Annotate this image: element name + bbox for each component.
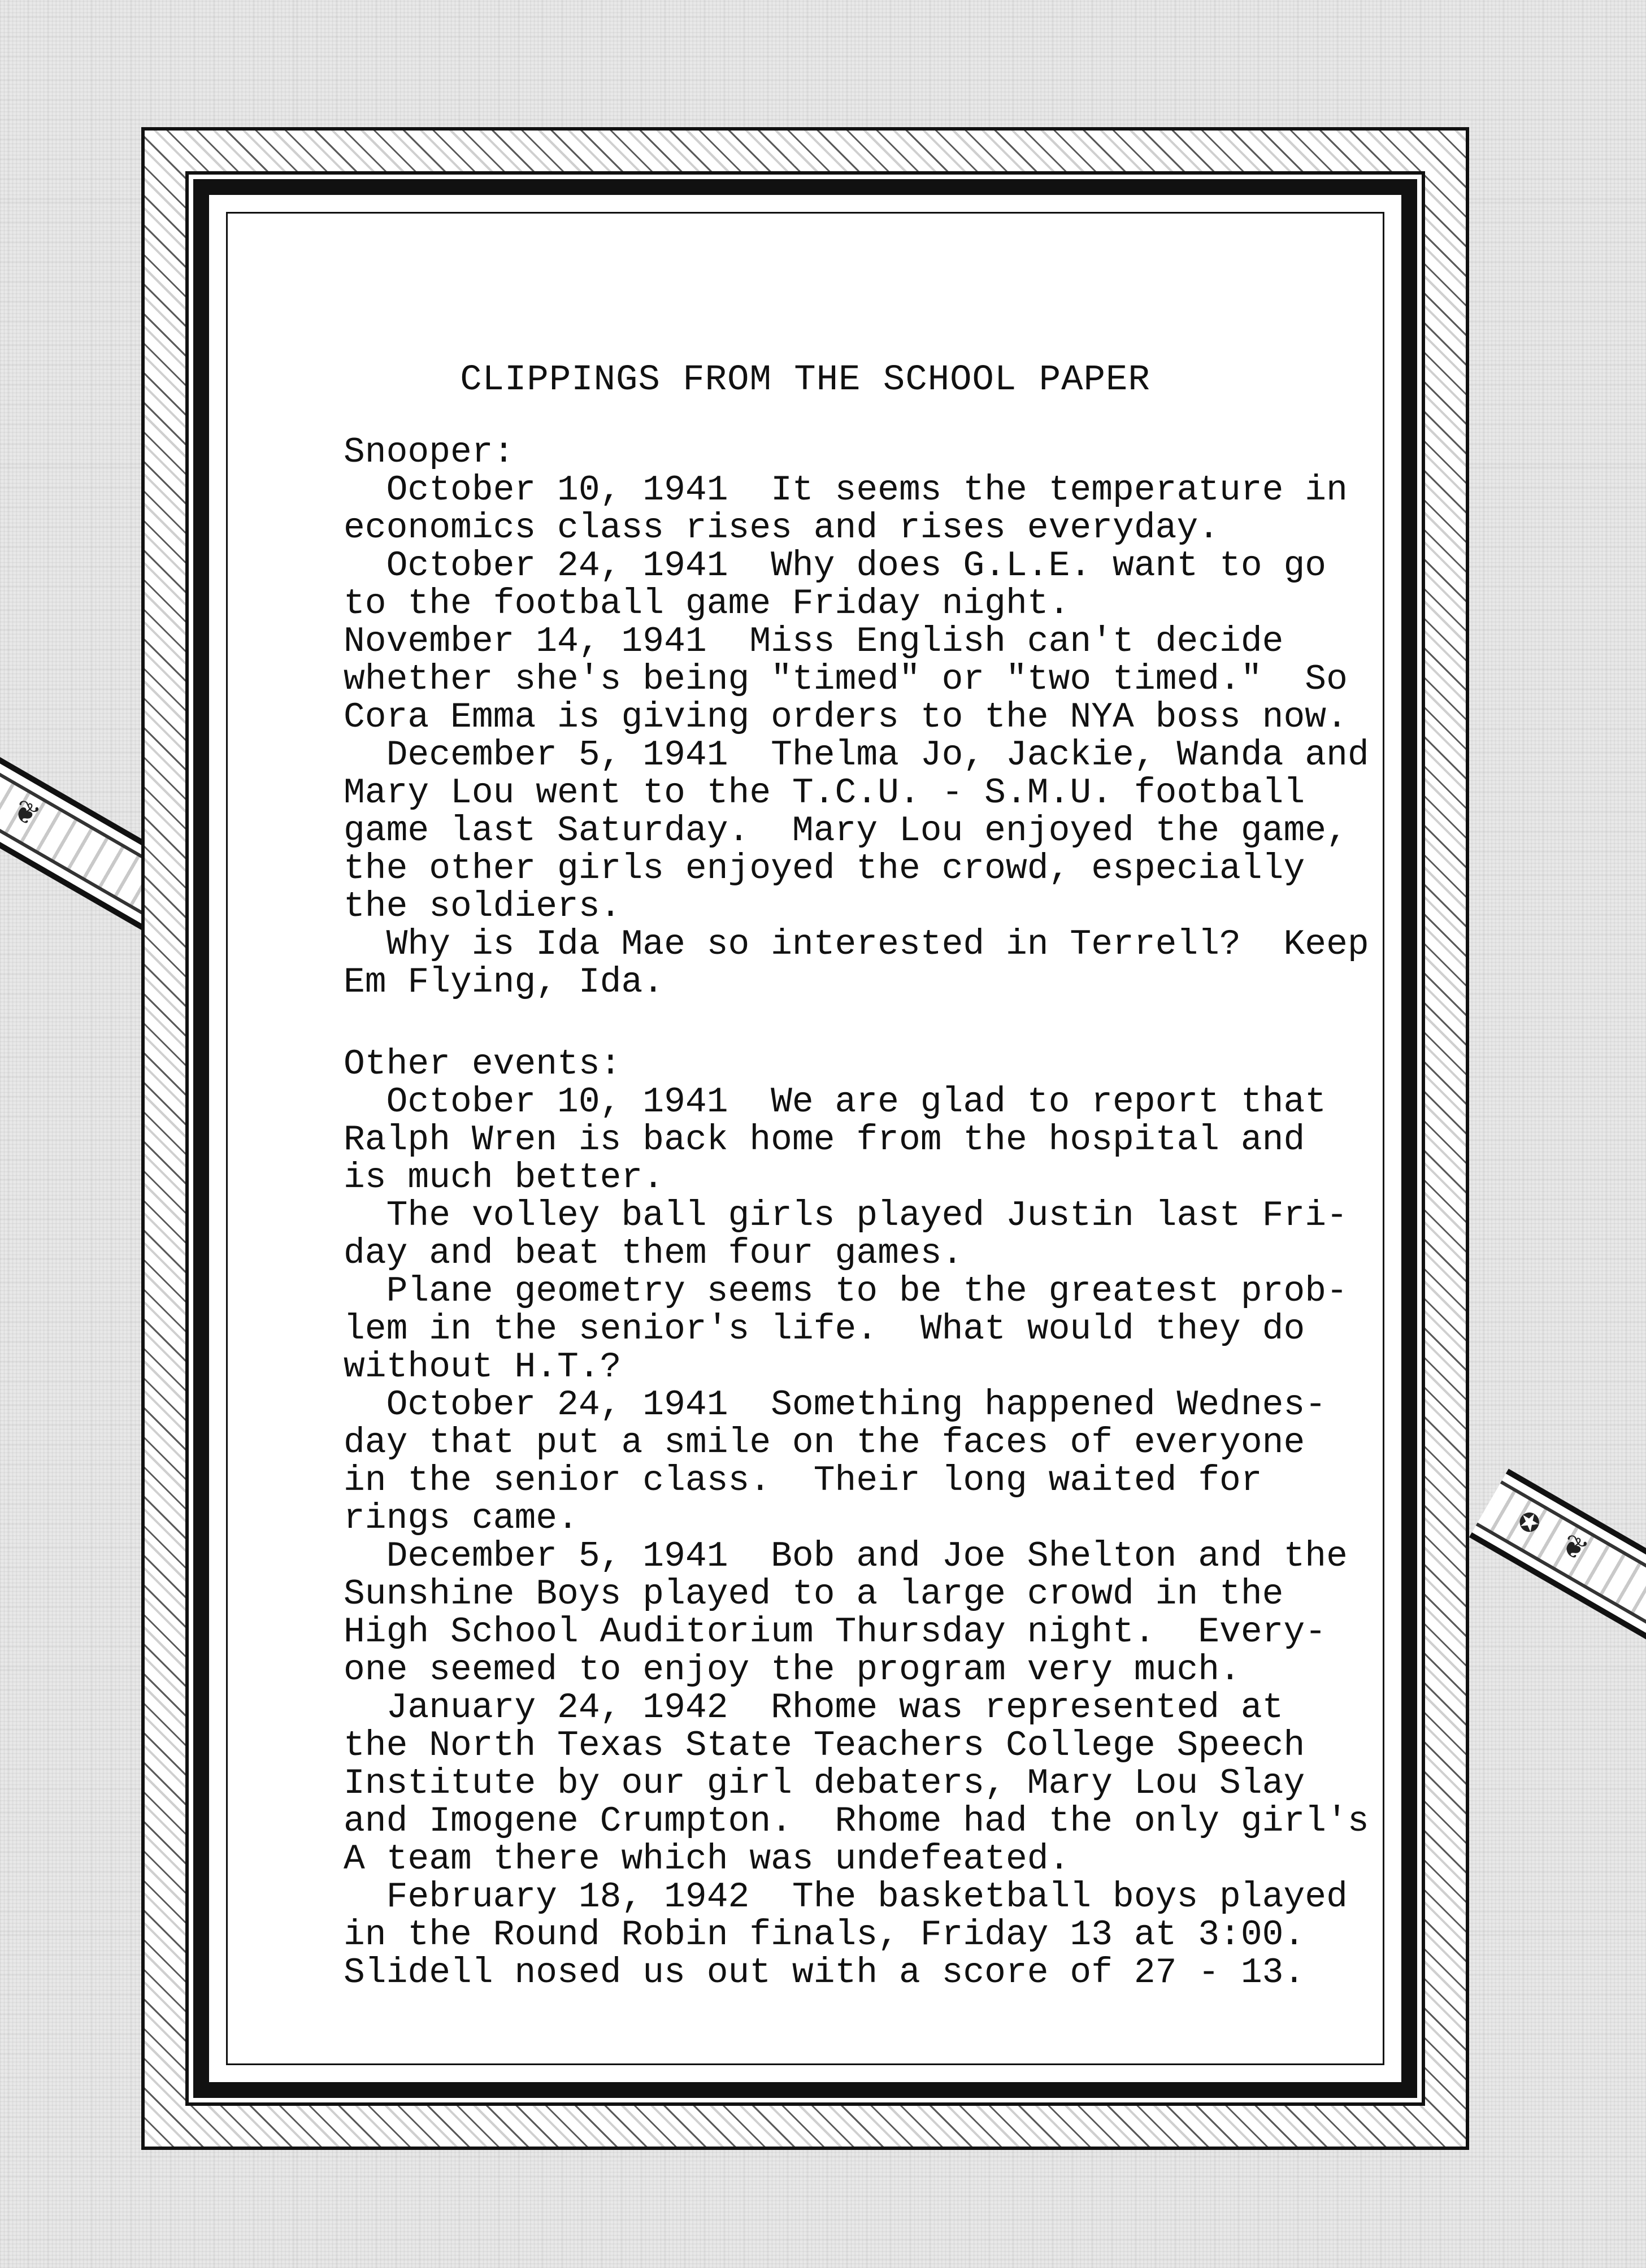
text-line: October 24, 1941 Something happened Wednes- [344,1385,1327,1425]
text-line: the soldiers. [344,887,622,927]
text-line: Slidell nosed us out with a score of 27 - 13. [344,1953,1305,1993]
text-line: October 10, 1941 It seems the temperature in [344,470,1348,510]
decorative-ribbon-right [1469,1468,1646,1684]
laurel-icon: ❦ [5,790,45,837]
other-events-section [344,1045,1451,1992]
section-heading: Other events: [344,1044,622,1084]
text-line: day that put a smile on the faces of everyone [344,1423,1305,1463]
text-line: A team there which was undefeated. [344,1839,1070,1879]
text-line: Ralph Wren is back home from the hospital and [344,1120,1305,1160]
text-line: the other girls enjoyed the crowd, especially [344,849,1305,889]
text-line: in the Round Robin finals, Friday 13 at 3:00. [344,1915,1305,1955]
text-line: to the football game Friday night. [344,584,1070,624]
text-line: the North Texas State Teachers College Speech [344,1726,1305,1766]
text-line: October 10, 1941 We are glad to report that [344,1082,1327,1122]
snooper-section [344,433,1451,1001]
text-line: without H.T.? [344,1347,622,1387]
text-line: November 14, 1941 Miss English can't decide [344,622,1284,662]
text-line: Mary Lou went to the T.C.U. - S.M.U. football [344,773,1305,813]
text-line: economics class rises and rises everyday. [344,508,1220,548]
section-heading: Snooper: [344,432,515,472]
text-line: day and beat them four games. [344,1233,963,1274]
text-line: December 5, 1941 Bob and Joe Shelton and the [344,1536,1348,1576]
text-line: rings came. [344,1498,579,1539]
text-line: Plane geometry seems to be the greatest prob- [344,1271,1348,1311]
text-line: in the senior class. Their long waited for [344,1461,1262,1501]
text-line: Em Flying, Ida. [344,962,665,1002]
page-panel [193,179,1417,2098]
text-line: December 5, 1941 Thelma Jo, Jackie, Wanda and [344,735,1369,775]
laurel-icon: ❦ [1553,1524,1593,1571]
text-line: game last Saturday. Mary Lou enjoyed the game, [344,811,1348,851]
text-line: The volley ball girls played Justin last Fri- [344,1196,1348,1236]
text-line: High School Auditorium Thursday night. Every- [344,1612,1327,1652]
text-line: Institute by our girl debaters, Mary Lou Slay [344,1763,1305,1804]
text-line: and Imogene Crumpton. Rhome had the only girl's [344,1801,1369,1841]
star-icon: ✪ [1509,1499,1549,1546]
page-content [209,195,1401,2082]
page-title: CLIPPINGS FROM THE SCHOOL PAPER [460,360,1150,401]
text-line: whether she's being "timed" or "two timed." So [344,659,1348,699]
ornamental-border [141,127,1469,2150]
text-line: Sunshine Boys played to a large crowd in the [344,1574,1284,1614]
text-line: October 24, 1941 Why does G.L.E. want to go [344,546,1327,586]
text-line: January 24, 1942 Rhome was represented at [344,1688,1284,1728]
text-line: February 18, 1942 The basketball boys played [344,1877,1348,1917]
text-line: is much better. [344,1158,665,1198]
text-line: Why is Ida Mae so interested in Terrell? Keep [344,924,1369,964]
text-line: one seemed to enjoy the program very much. [344,1650,1241,1690]
text-line: lem in the senior's life. What would they do [344,1309,1305,1349]
text-line: Cora Emma is giving orders to the NYA boss now. [344,697,1348,737]
